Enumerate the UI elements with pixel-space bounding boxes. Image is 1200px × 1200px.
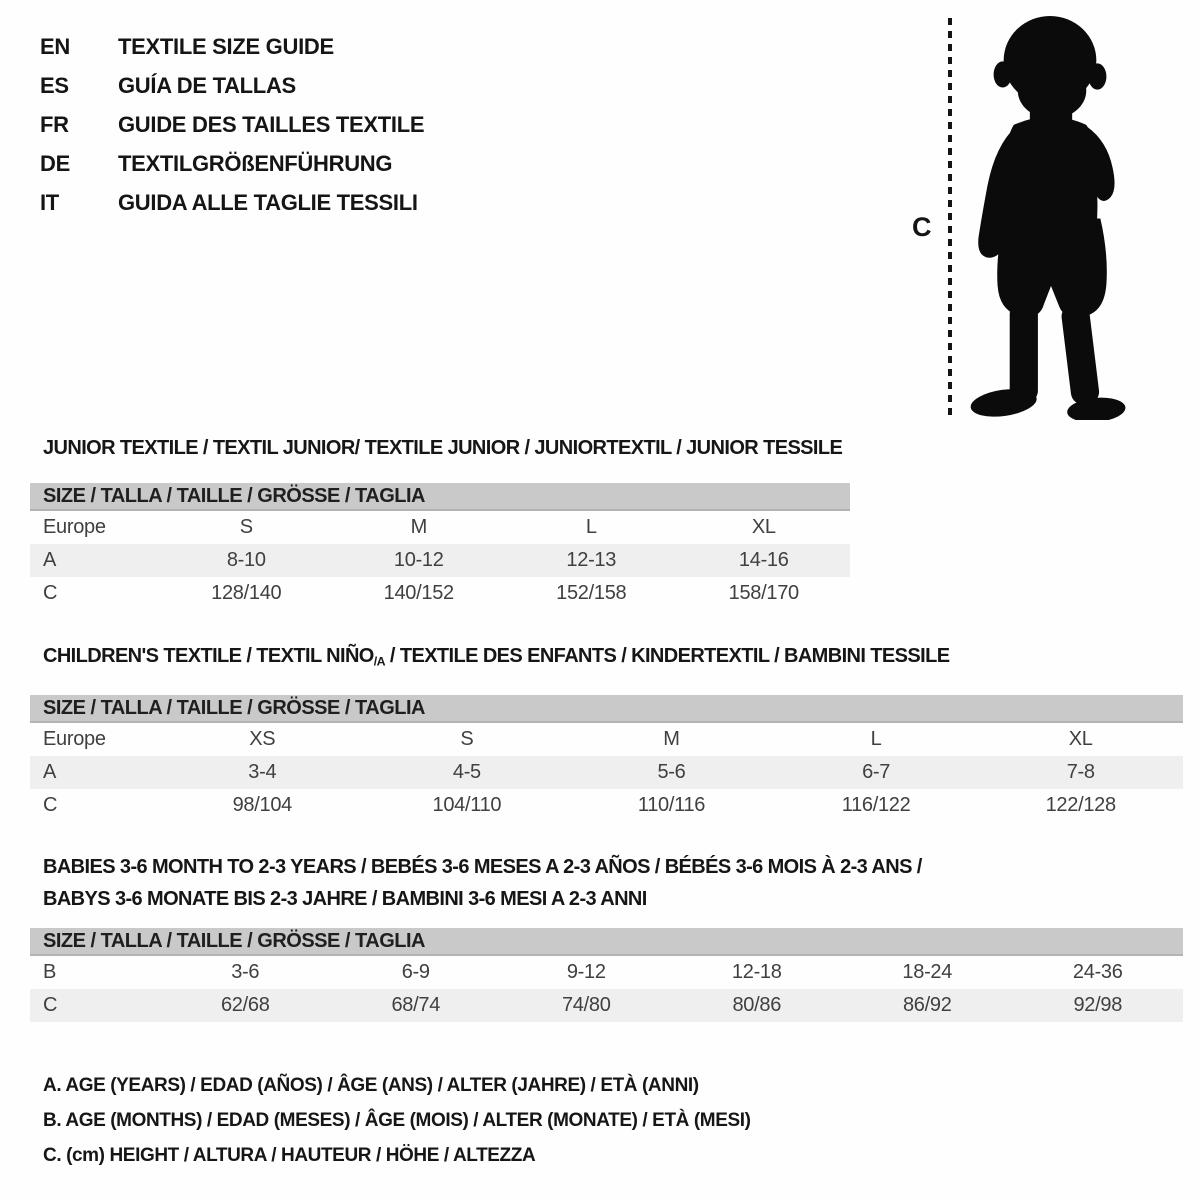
table-cell: 4-5 [452, 761, 481, 784]
row-label: B [43, 961, 57, 983]
table-cell: 152/158 [556, 582, 627, 604]
table-cell: 128/140 [211, 582, 282, 604]
table-cell: L [870, 728, 882, 751]
table-cell: 5-6 [657, 761, 686, 784]
table-cell: 10-12 [393, 549, 444, 571]
language-title-list [40, 34, 424, 216]
table-cell: 6-7 [862, 761, 891, 784]
table-cell: XS [249, 728, 276, 751]
title-line-1: BABIES 3-6 MONTH TO 2-3 YEARS / BEBÉS 3-6 MESES A 2-3 AÑOS / BÉBÉS 3-6 MOIS À 2-3 ANS / [43, 856, 922, 878]
language-code: DE [40, 151, 70, 176]
table-cell: 18-24 [902, 961, 953, 983]
section-title-children [30, 645, 1183, 672]
table-cell: 6-9 [401, 961, 430, 983]
babies-size-table [30, 928, 1183, 1022]
section-junior-textile [30, 437, 850, 610]
table-cell: 14-16 [738, 549, 789, 571]
language-row-en [40, 34, 424, 60]
table-row-europe [30, 723, 1183, 756]
guide-title-es: GUÍA DE TALLAS [118, 73, 296, 98]
language-code: ES [40, 73, 69, 98]
table-row-age-months [30, 956, 1183, 989]
table-cell: 3-6 [231, 961, 260, 983]
table-cell: 9-12 [566, 961, 606, 983]
table-row-europe [30, 511, 850, 544]
table-cell: 116/122 [841, 794, 911, 817]
table-row-age-years [30, 756, 1183, 789]
section-babies-textile [30, 851, 1183, 1022]
table-cell: 7-8 [1066, 761, 1095, 784]
table-cell: 158/170 [728, 582, 799, 604]
height-measure-label: C [912, 212, 932, 242]
junior-size-table [30, 483, 850, 610]
table-row-height [30, 989, 1183, 1022]
language-row-fr [40, 112, 424, 138]
table-cell: 80/86 [732, 994, 782, 1016]
table-row-age-years [30, 544, 850, 577]
row-label: C [43, 582, 58, 604]
section-title-junior: JUNIOR TEXTILE / TEXTIL JUNIOR/ TEXTILE JUNIOR / JUNIORTEXTIL / JUNIOR TESSILE [43, 437, 843, 459]
language-row-de [40, 151, 424, 177]
row-label: C [43, 794, 58, 817]
table-cell: XL [751, 516, 776, 538]
table-cell: 122/128 [1045, 794, 1116, 817]
title-part: / TEXTILE DES ENFANTS / KINDERTEXTIL / BAMBINI TESSILE [384, 645, 950, 667]
table-cell: M [663, 728, 680, 751]
table-cell: 3-4 [248, 761, 277, 784]
table-cell: 68/74 [391, 994, 441, 1016]
note-age-months: B. AGE (MONTHS) / EDAD (MESES) / ÂGE (MOIS) / ALTER (MONATE) / ETÀ (MESI) [43, 1110, 751, 1131]
table-cell: S [239, 516, 253, 538]
toddler-silhouette-icon [958, 12, 1142, 420]
guide-title-de: TEXTILGRÖßENFÜHRUNG [118, 151, 393, 176]
table-cell: S [460, 728, 474, 751]
title-part: CHILDREN'S TEXTILE / TEXTIL NIÑO [43, 645, 374, 667]
note-age-years: A. AGE (YEARS) / EDAD (AÑOS) / ÂGE (ANS) / ALTER (JAHRE) / ETÀ (ANNI) [43, 1075, 699, 1096]
section-title-babies [30, 851, 1183, 915]
language-code: IT [40, 190, 59, 215]
row-label: A [43, 549, 57, 571]
table-cell: XL [1068, 728, 1093, 751]
table-cell: L [585, 516, 597, 538]
children-size-table [30, 695, 1183, 822]
height-measure-dashed-line [948, 18, 952, 416]
table-cell: 12-13 [566, 549, 617, 571]
row-label: A [43, 761, 57, 784]
size-table-header: SIZE / TALLA / TAILLE / GRÖSSE / TAGLIA [30, 928, 1183, 956]
table-cell: 104/110 [432, 794, 502, 817]
table-cell: 110/116 [637, 794, 706, 817]
guide-title-en: TEXTILE SIZE GUIDE [118, 34, 334, 59]
note-height-cm: C. (cm) HEIGHT / ALTURA / HAUTEUR / HÖHE / ALTEZZA [43, 1145, 536, 1166]
title-subscript: /A [373, 654, 385, 669]
guide-title-it: GUIDA ALLE TAGLIE TESSILI [118, 190, 418, 215]
table-cell: 8-10 [226, 549, 266, 571]
legend-notes [30, 1068, 751, 1173]
table-row-height [30, 577, 850, 610]
table-cell: 74/80 [561, 994, 611, 1016]
table-cell: 86/92 [902, 994, 952, 1016]
table-cell: 140/152 [383, 582, 454, 604]
table-cell: 62/68 [220, 994, 270, 1016]
guide-title-fr: GUIDE DES TAILLES TEXTILE [118, 112, 425, 137]
table-cell: 24-36 [1072, 961, 1123, 983]
row-label: C [43, 994, 58, 1016]
language-code: EN [40, 34, 70, 59]
table-cell: 12-18 [731, 961, 782, 983]
row-label: Europe [43, 516, 106, 538]
table-cell: 98/104 [232, 794, 292, 817]
table-row-height [30, 789, 1183, 822]
table-cell: 92/98 [1073, 994, 1123, 1016]
table-cell: M [410, 516, 427, 538]
language-row-it [40, 190, 424, 216]
row-label: Europe [43, 728, 106, 751]
size-table-header: SIZE / TALLA / TAILLE / GRÖSSE / TAGLIA [30, 695, 1183, 723]
language-code: FR [40, 112, 69, 137]
language-row-es [40, 73, 424, 99]
section-childrens-textile [30, 645, 1183, 822]
title-line-2: BABYS 3-6 MONATE BIS 2-3 JAHRE / BAMBINI 3-6 MESI A 2-3 ANNI [43, 888, 647, 910]
size-table-header: SIZE / TALLA / TAILLE / GRÖSSE / TAGLIA [30, 483, 850, 511]
